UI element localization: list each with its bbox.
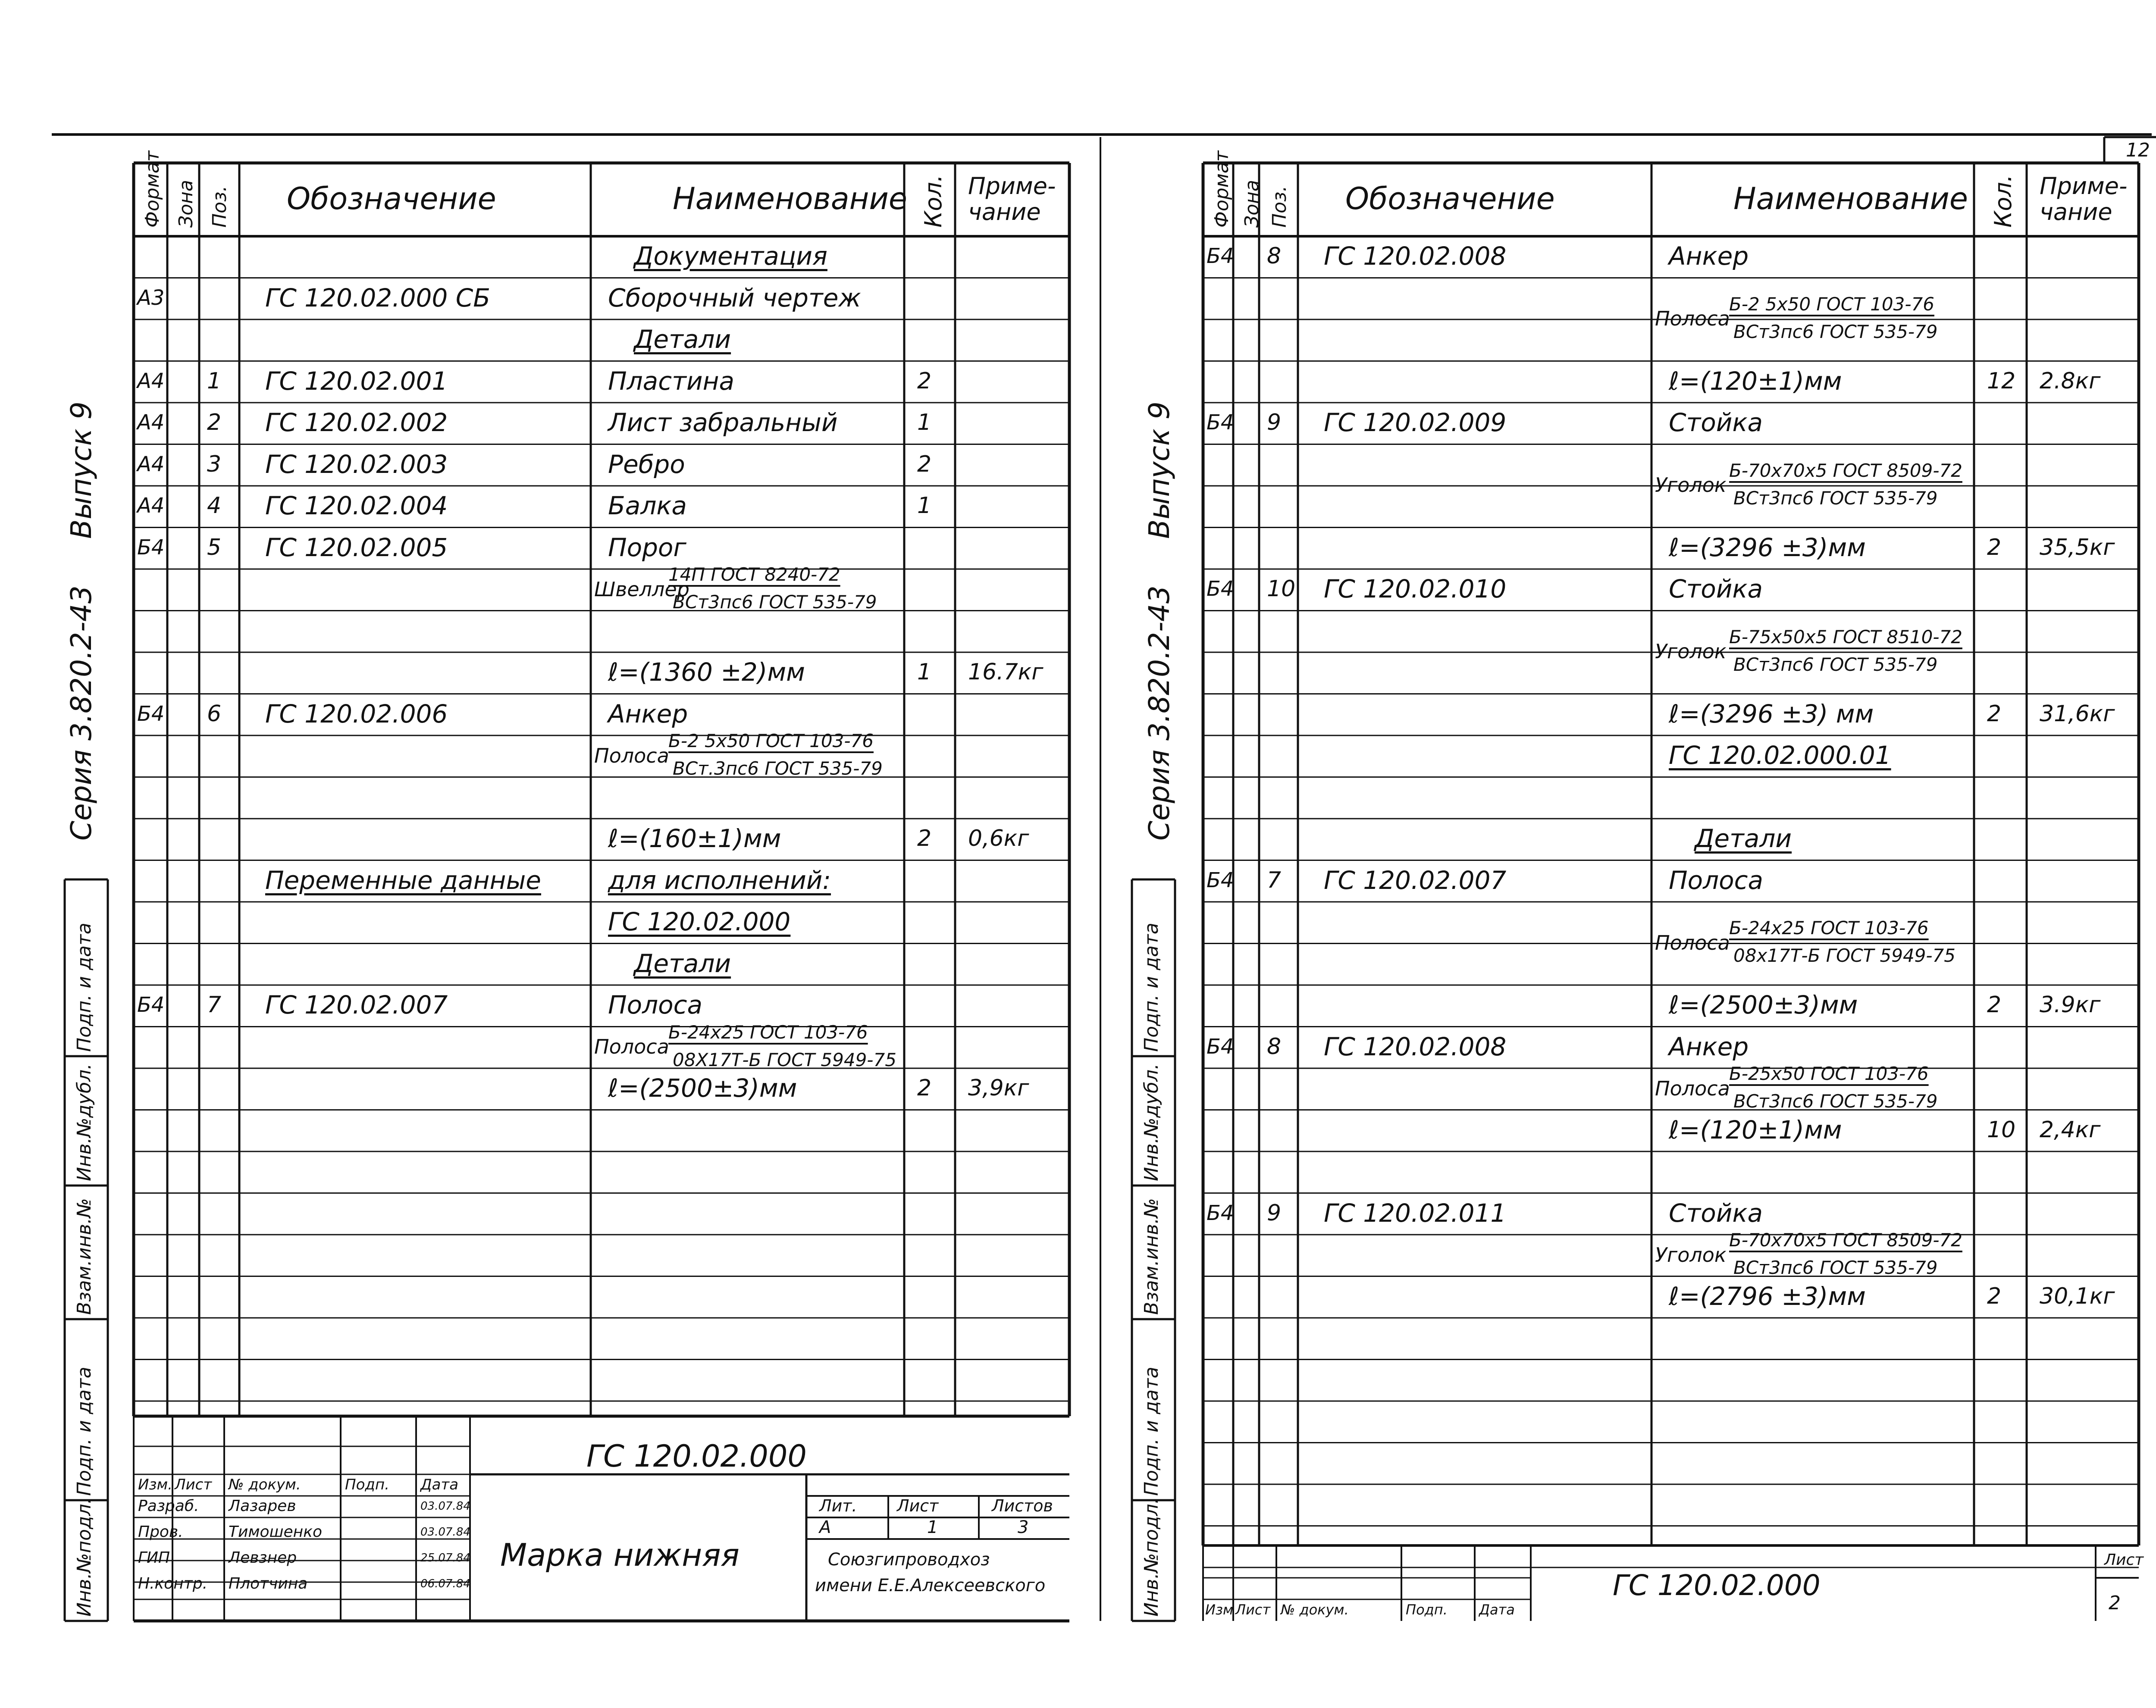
footer-col-label: № докум. <box>1281 1602 1349 1618</box>
staff-role: Н.контр. <box>138 1574 208 1592</box>
material-type: Полоса <box>1655 1076 1730 1100</box>
row-designation: ГС 120.02.002 <box>265 408 448 438</box>
row-name: ℓ=(3296 ±3)мм <box>1669 532 1866 562</box>
title-col-label: Изм. <box>138 1476 172 1493</box>
footer-col-label: Дата <box>1479 1602 1515 1618</box>
header-zone: Зона <box>175 180 197 228</box>
margin-sign-date: Подп. и дата <box>73 1367 95 1496</box>
header-zone: Зона <box>1241 180 1263 228</box>
row-note: 2.8кг <box>2040 368 2101 394</box>
header-designation: Обозначение <box>287 181 496 216</box>
sheets-value: 3 <box>1018 1517 1029 1538</box>
margin-orig-inv: Инв.№подл. <box>1141 1498 1163 1617</box>
title-name: Марка нижняя <box>500 1537 740 1573</box>
material-type: Полоса <box>594 1035 669 1059</box>
row-name: Порог <box>608 532 686 562</box>
margin-orig-inv: Инв.№подл. <box>73 1498 95 1617</box>
row-format: Б4 <box>1206 1034 1234 1059</box>
header-note: Приме- <box>2040 172 2128 200</box>
org-name: имени Е.Е.Алексеевского <box>815 1576 1046 1596</box>
row-name: Анкер <box>1669 1032 1749 1061</box>
header-qty: Кол. <box>920 174 947 228</box>
header-format: Формат <box>1211 150 1233 228</box>
header-qty: Кол. <box>1990 174 2017 228</box>
staff-date: 06.07.84 <box>420 1577 470 1590</box>
row-format: А4 <box>137 452 165 476</box>
row-quantity: 1 <box>917 659 932 685</box>
header-pos: Поз. <box>1269 185 1291 228</box>
title-col-label: № докум. <box>229 1476 301 1493</box>
material-type: Полоса <box>1655 307 1730 331</box>
row-name: Анкер <box>1669 241 1749 271</box>
row-note: 35,5кг <box>2040 534 2115 560</box>
header-pos: Поз. <box>209 185 231 228</box>
row-note: 3,9кг <box>968 1075 1029 1101</box>
row-format: Б4 <box>1206 244 1234 269</box>
title-col-label: Дата <box>420 1476 459 1493</box>
margin-replace-inv: Взам.инв.№ <box>1141 1198 1163 1315</box>
row-format: Б4 <box>137 701 165 726</box>
material-grade: ВСт3пс6 ГОСТ 535-79 <box>1733 487 1938 509</box>
row-quantity: 2 <box>917 826 932 851</box>
row-name: ГС 120.02.000 <box>608 907 791 937</box>
material-profile: Б-25х50 ГОСТ 103-76 <box>1729 1063 1929 1085</box>
row-note: 30,1кг <box>2040 1283 2115 1309</box>
row-position: 5 <box>207 534 222 560</box>
sheet-label: Лист <box>897 1496 939 1516</box>
row-quantity: 2 <box>1987 701 2002 727</box>
lit-label: Лит. <box>819 1496 857 1516</box>
row-format: Б4 <box>1206 410 1234 435</box>
footer-code: ГС 120.02.000 <box>1613 1569 1821 1602</box>
margin-replace-inv: Взам.инв.№ <box>73 1198 95 1315</box>
row-format: А4 <box>137 410 165 435</box>
row-format: А4 <box>137 494 165 518</box>
staff-date: 03.07.84 <box>420 1525 470 1539</box>
row-position: 7 <box>207 992 222 1018</box>
row-quantity: 10 <box>1987 1117 2016 1143</box>
row-note: 16.7кг <box>968 659 1044 685</box>
material-type: Уголок <box>1655 640 1727 663</box>
row-designation: ГС 120.02.006 <box>265 699 448 729</box>
row-position: 3 <box>207 451 222 477</box>
header-note: чание <box>968 198 1041 225</box>
footer-sheet-label: Лист <box>2104 1551 2144 1569</box>
row-quantity: 1 <box>917 493 932 519</box>
row-quantity: 1 <box>917 410 932 435</box>
row-name: Пластина <box>608 366 735 396</box>
row-format: А3 <box>137 285 165 310</box>
sheets-label: Листов <box>992 1496 1053 1516</box>
row-name: ℓ=(2500±3)мм <box>1669 990 1858 1020</box>
material-type: Полоса <box>1655 931 1730 954</box>
footer-col-label: Изм <box>1205 1602 1234 1618</box>
material-type: Швеллер <box>594 577 689 601</box>
row-name: ℓ=(3296 ±3) мм <box>1669 699 1874 729</box>
row-position: 9 <box>1267 410 1282 435</box>
row-quantity: 2 <box>917 1075 932 1101</box>
row-name: Детали <box>634 948 731 978</box>
material-type: Уголок <box>1655 1243 1727 1267</box>
staff-name: Плотчина <box>229 1574 308 1592</box>
row-designation: ГС 120.02.004 <box>265 491 448 521</box>
row-position: 6 <box>207 701 222 727</box>
row-designation: ГС 120.02.003 <box>265 449 448 479</box>
page-number: 12 <box>2126 139 2150 161</box>
row-position: 8 <box>1267 1033 1282 1060</box>
row-name: ℓ=(160±1)мм <box>608 824 781 854</box>
row-name: Детали <box>1695 824 1792 854</box>
material-grade: 08х17Т-Б ГОСТ 5949-75 <box>1733 945 1955 967</box>
row-position: 9 <box>1267 1200 1282 1226</box>
title-col-label: Подп. <box>345 1476 389 1493</box>
row-designation: ГС 120.02.000 СБ <box>265 283 491 313</box>
title-code: ГС 120.02.000 <box>586 1438 807 1474</box>
row-position: 8 <box>1267 243 1282 269</box>
row-designation: ГС 120.02.011 <box>1324 1198 1507 1228</box>
header-note: Приме- <box>968 172 1056 200</box>
material-grade: ВСт3пс6 ГОСТ 535-79 <box>673 591 877 613</box>
row-designation: ГС 120.02.007 <box>1324 865 1507 895</box>
material-profile: Б-2 5х50 ГОСТ 103-76 <box>1729 293 1934 315</box>
footer-sheet-value: 2 <box>2109 1592 2121 1614</box>
row-designation: ГС 120.02.008 <box>1324 241 1507 271</box>
margin-issue-right: Выпуск 9 <box>1143 401 1176 539</box>
row-name: ℓ=(120±1)мм <box>1669 1115 1842 1145</box>
row-designation: ГС 120.02.007 <box>265 990 448 1020</box>
header-name: Наименование <box>673 181 907 216</box>
row-name: Стойка <box>1669 408 1763 438</box>
row-name: ГС 120.02.000.01 <box>1669 741 1891 770</box>
row-name: Стойка <box>1669 1198 1763 1228</box>
row-format: А4 <box>137 369 165 393</box>
staff-role: Пров. <box>138 1523 183 1541</box>
row-name: ℓ=(2796 ±3)мм <box>1669 1281 1866 1311</box>
row-name: ℓ=(120±1)мм <box>1669 366 1842 396</box>
row-position: 4 <box>207 493 222 519</box>
row-name: Балка <box>608 491 687 521</box>
row-name: Детали <box>634 325 731 354</box>
margin-series-right: Серия 3.820.2-43 <box>1143 585 1176 841</box>
header-designation: Обозначение <box>1345 181 1555 216</box>
material-profile: Б-70х70х5 ГОСТ 8509-72 <box>1729 1229 1962 1251</box>
row-format: Б4 <box>1206 577 1234 601</box>
material-grade: 08Х17Т-Б ГОСТ 5949-75 <box>673 1049 896 1070</box>
row-name: Документация <box>634 241 827 271</box>
footer-col-label: Лист <box>1235 1602 1271 1618</box>
sheet-value: 1 <box>927 1517 938 1538</box>
row-position: 1 <box>207 368 222 394</box>
header-name: Наименование <box>1733 181 1968 216</box>
row-quantity: 12 <box>1987 368 2016 394</box>
staff-role: ГИП <box>138 1548 170 1567</box>
staff-date: 03.07.84 <box>420 1499 470 1513</box>
material-grade: ВСт3пс6 ГОСТ 535-79 <box>1733 1091 1938 1112</box>
row-designation: ГС 120.02.008 <box>1324 1032 1507 1061</box>
row-name: Полоса <box>608 990 703 1020</box>
row-quantity: 2 <box>1987 1283 2002 1309</box>
row-quantity: 2 <box>1987 534 2002 560</box>
row-name: Ребро <box>608 449 685 479</box>
margin-sign-date: Подп. и дата <box>1141 1367 1163 1496</box>
margin-series: Серия 3.820.2-43 <box>65 585 98 841</box>
row-designation: ГС 120.02.005 <box>265 532 448 562</box>
material-profile: Б-75х50х5 ГОСТ 8510-72 <box>1729 626 1962 648</box>
row-designation: ГС 120.02.010 <box>1324 574 1507 604</box>
material-profile: Б-24х25 ГОСТ 103-76 <box>1729 917 1929 939</box>
material-grade: ВСт3пс6 ГОСТ 535-79 <box>1733 321 1938 342</box>
row-note: 31,6кг <box>2040 701 2115 727</box>
row-designation: ГС 120.02.009 <box>1324 408 1507 438</box>
material-profile: 14П ГОСТ 8240-72 <box>668 564 840 585</box>
material-profile: Б-2 5х50 ГОСТ 103-76 <box>668 730 874 752</box>
material-grade: ВСт3пс6 ГОСТ 535-79 <box>1733 654 1938 675</box>
staff-name: Тимошенко <box>229 1523 322 1541</box>
material-profile: Б-24х25 ГОСТ 103-76 <box>668 1021 868 1043</box>
row-name: Полоса <box>1669 865 1764 895</box>
row-note: 0,6кг <box>968 826 1029 851</box>
row-name: ℓ=(2500±3)мм <box>608 1073 797 1103</box>
staff-role: Разраб. <box>138 1497 199 1515</box>
row-format: Б4 <box>137 535 165 560</box>
margin-issue: Выпуск 9 <box>65 401 98 539</box>
row-format: Б4 <box>137 993 165 1017</box>
material-type: Полоса <box>594 744 669 767</box>
row-note: 2,4кг <box>2040 1117 2101 1143</box>
row-name: Стойка <box>1669 574 1763 604</box>
margin-dup-inv: Инв.№дубл. <box>1141 1063 1163 1181</box>
row-designation: Переменные данные <box>265 865 541 895</box>
staff-date: 25.07.84 <box>420 1551 470 1564</box>
staff-name: Левзнер <box>229 1548 297 1567</box>
lit-value: А <box>819 1517 831 1538</box>
header-format: Формат <box>141 150 163 228</box>
material-grade: ВСт.3пс6 ГОСТ 535-79 <box>673 758 883 779</box>
row-designation: ГС 120.02.001 <box>265 366 448 396</box>
staff-name: Лазарев <box>229 1497 296 1515</box>
row-note: 3.9кг <box>2040 992 2101 1018</box>
row-name: для исполнений: <box>608 865 831 895</box>
material-profile: Б-70х70х5 ГОСТ 8509-72 <box>1729 460 1962 481</box>
material-type: Уголок <box>1655 473 1727 497</box>
row-name: ℓ=(1360 ±2)мм <box>608 657 805 687</box>
row-position: 10 <box>1267 576 1296 602</box>
row-name: Сборочный чертеж <box>608 283 861 313</box>
row-position: 2 <box>207 410 222 435</box>
title-col-label: Лист <box>175 1476 212 1493</box>
header-note: чание <box>2040 198 2112 225</box>
row-position: 7 <box>1267 867 1282 893</box>
org-name: Союзгипроводхоз <box>828 1550 990 1570</box>
margin-sign-date: Подп. и дата <box>73 923 95 1052</box>
margin-dup-inv: Инв.№дубл. <box>73 1063 95 1181</box>
material-grade: ВСт3пс6 ГОСТ 535-79 <box>1733 1257 1938 1279</box>
row-quantity: 2 <box>1987 992 2002 1018</box>
row-format: Б4 <box>1206 868 1234 892</box>
row-format: Б4 <box>1206 1201 1234 1225</box>
row-name: Анкер <box>608 699 688 729</box>
row-quantity: 2 <box>917 368 932 394</box>
footer-col-label: Подп. <box>1406 1602 1448 1618</box>
row-name: Лист забральный <box>608 408 838 438</box>
row-quantity: 2 <box>917 451 932 477</box>
margin-sign-date: Подп. и дата <box>1141 923 1163 1052</box>
